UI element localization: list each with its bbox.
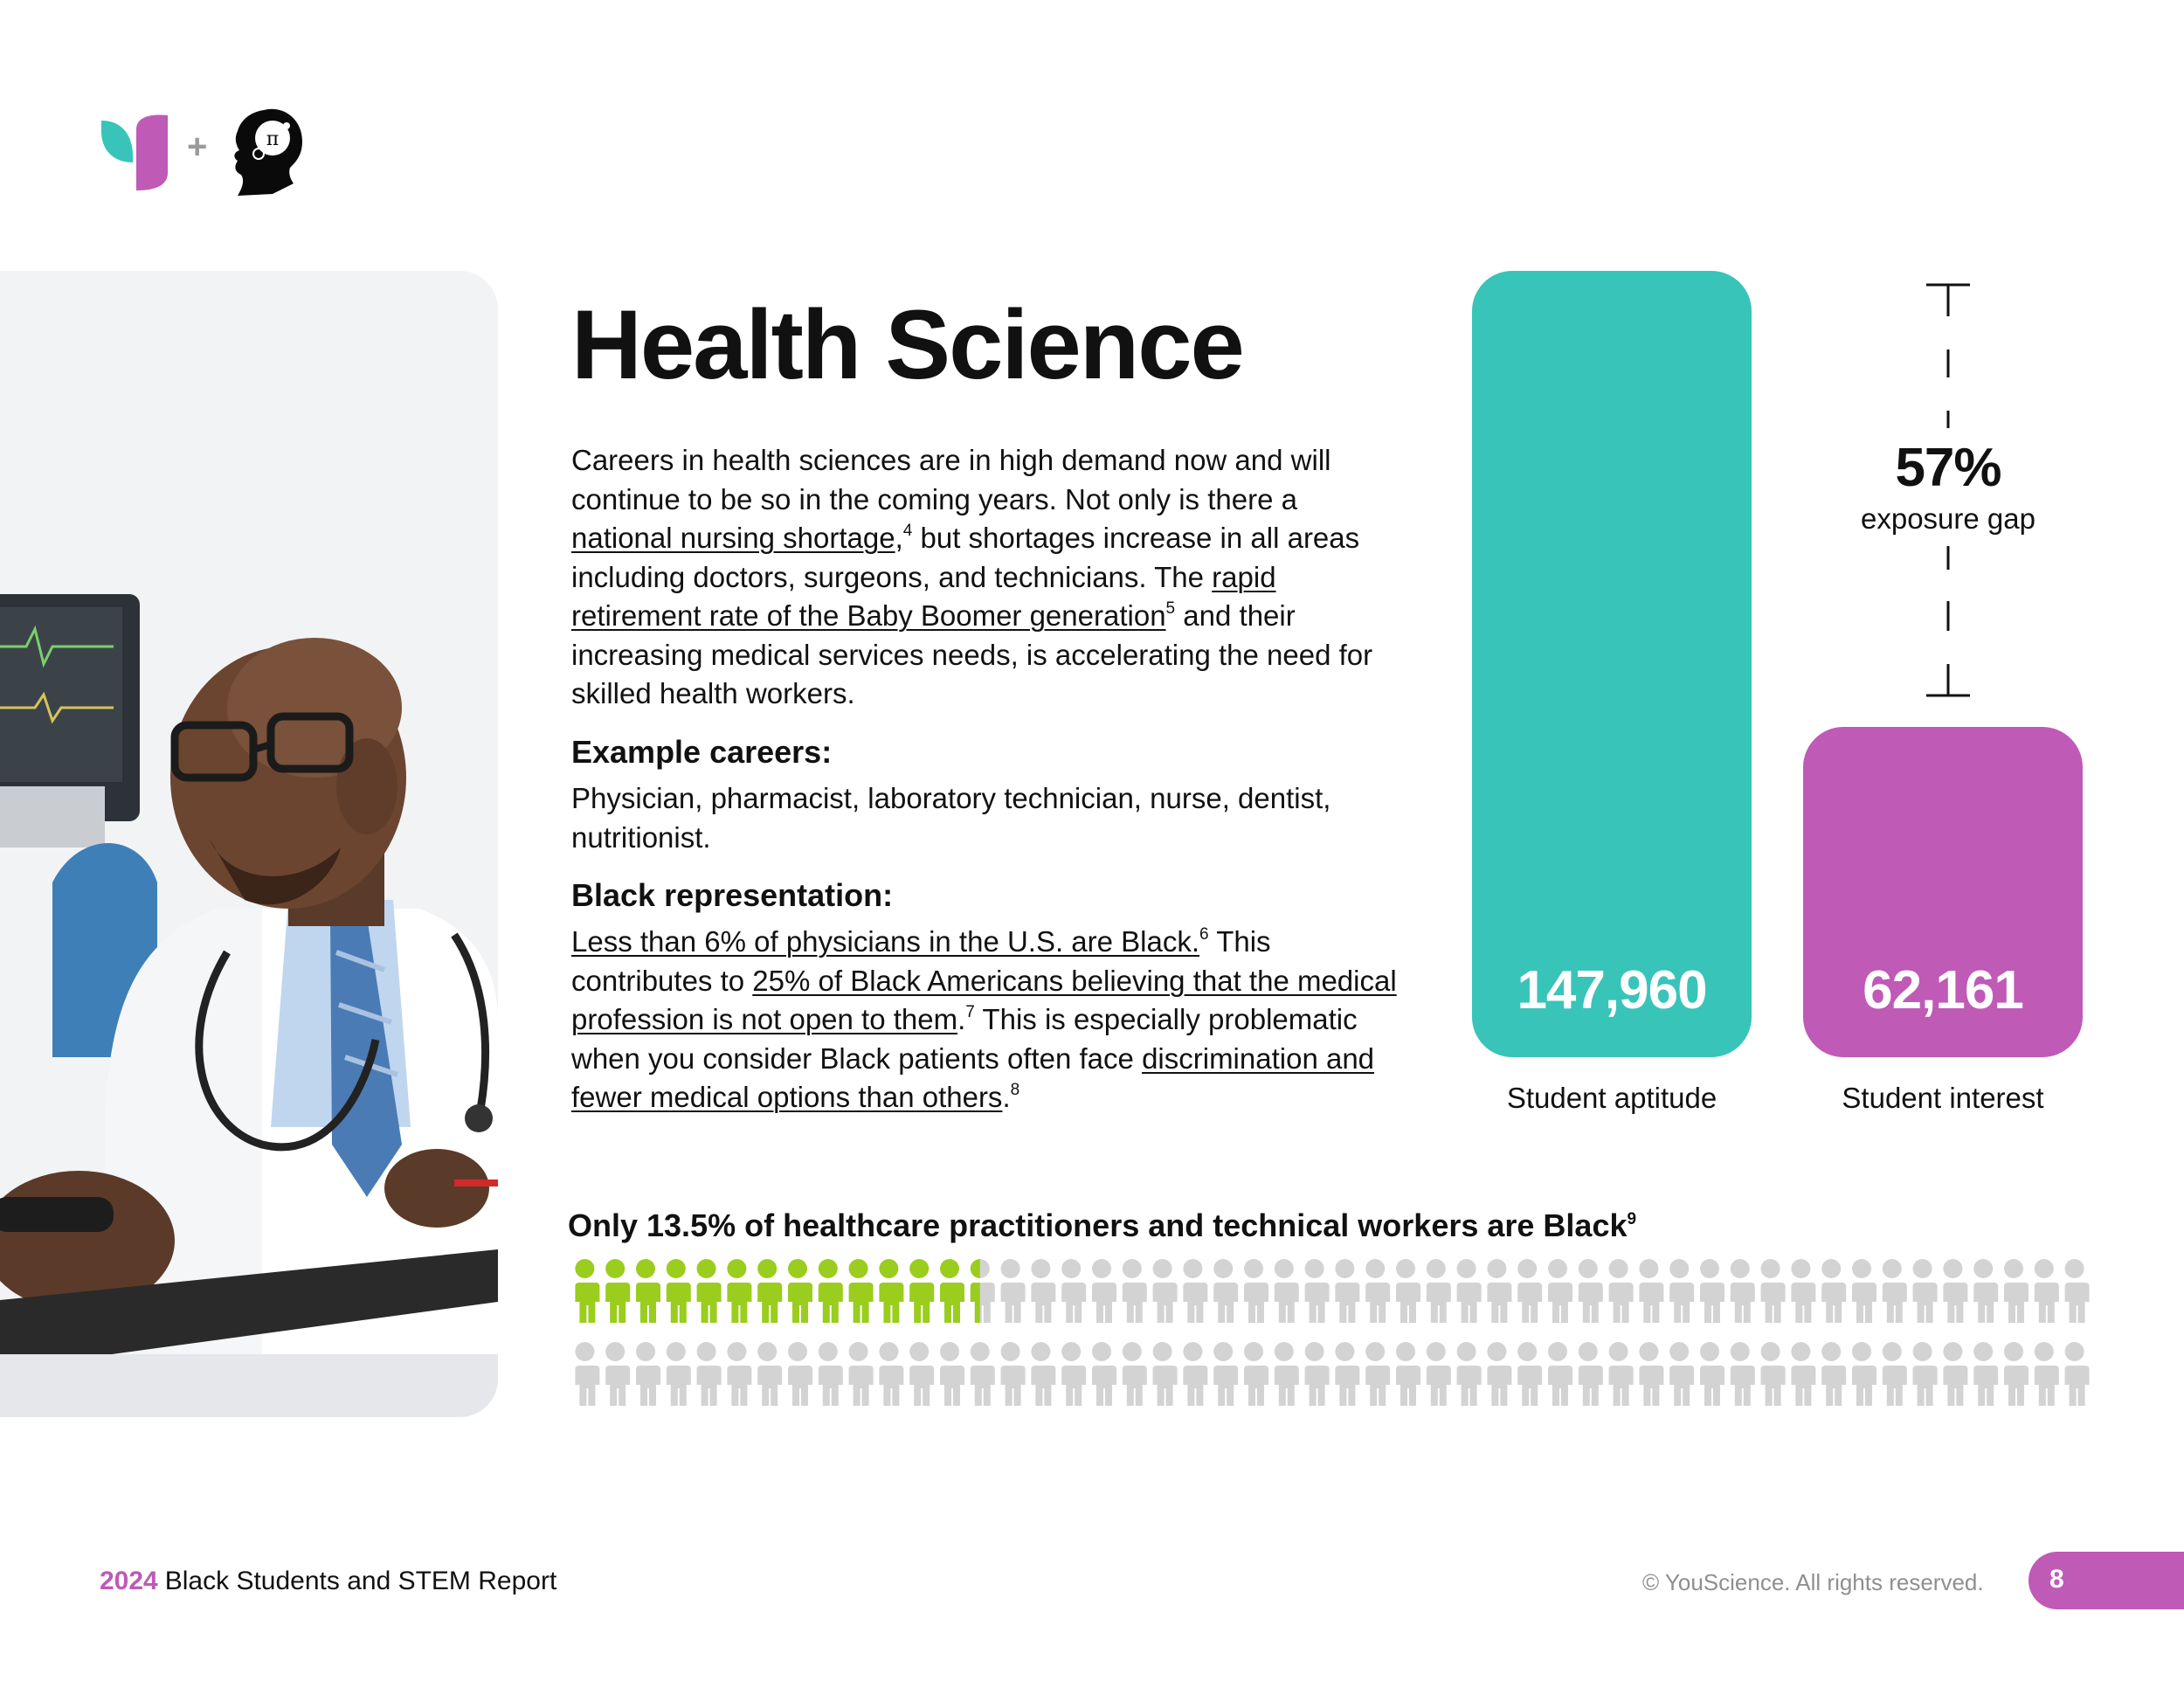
- rep-text-4: .: [1002, 1081, 1011, 1113]
- pictogram-title: [568, 1207, 1636, 1244]
- footnote-ref-9: 9: [1627, 1210, 1637, 1228]
- person-icon: [695, 1259, 722, 1323]
- person-icon: [2002, 1259, 2028, 1323]
- person-icon: [1820, 1342, 1846, 1406]
- person-icon: [573, 1259, 599, 1323]
- footnote-ref-7: 7: [965, 1003, 975, 1021]
- person-icon: [817, 1259, 843, 1323]
- rep-text-3: This is especially problematic when you consider Black patients often face: [571, 1003, 1358, 1075]
- person-icon: [999, 1342, 1026, 1406]
- bar-label-aptitude: Student aptitude: [1506, 1082, 1717, 1114]
- person-icon: [1577, 1342, 1603, 1406]
- logo-plus: +: [187, 128, 208, 166]
- person-icon: [1881, 1259, 1907, 1323]
- person-icon: [908, 1342, 934, 1406]
- example-careers-text: Physician, pharmacist, laboratory technician, nurse, dentist, nutritionist.: [571, 782, 1331, 854]
- person-icon: [1911, 1259, 1938, 1323]
- person-icon: [1394, 1259, 1420, 1323]
- person-icon: [1151, 1342, 1178, 1406]
- person-icon: [1516, 1342, 1542, 1406]
- person-icon: [1121, 1259, 1147, 1323]
- intro-text-2: ,: [895, 522, 903, 554]
- footer-report-name: Black Students and STEM Report: [164, 1567, 557, 1595]
- person-icon: [1759, 1342, 1786, 1406]
- person-icon: [1090, 1259, 1116, 1323]
- person-icon: [756, 1259, 782, 1323]
- link-medical-profession-not-open[interactable]: 25% of Black Americans believing that the medical profession is not open to them: [571, 964, 1397, 1035]
- person-icon: [1850, 1342, 1876, 1406]
- exposure-gap-value: 57%: [1895, 438, 2001, 498]
- person-icon: [1394, 1342, 1420, 1406]
- person-icon: [786, 1342, 812, 1406]
- person-icon: [1212, 1342, 1238, 1406]
- person-icon: [969, 1342, 995, 1406]
- link-physicians-black[interactable]: Less than 6% of physicians in the U.S. are Black.: [571, 925, 1200, 958]
- person-icon: [1455, 1342, 1482, 1406]
- person-icon: [1090, 1342, 1116, 1406]
- person-icon: [847, 1259, 874, 1323]
- bar-label-interest: Student interest: [1842, 1082, 2044, 1114]
- person-icon: [1972, 1259, 1998, 1323]
- person-icon: [999, 1259, 1026, 1323]
- person-icon: [817, 1342, 843, 1406]
- page-title: Health Science: [571, 290, 1243, 399]
- person-icon: [1303, 1342, 1330, 1406]
- person-icon: [1577, 1259, 1603, 1323]
- person-icon: [786, 1259, 812, 1323]
- youscience-leaf-logo-icon: [98, 112, 171, 192]
- person-icon: [2002, 1342, 2028, 1406]
- person-icon: [1516, 1259, 1542, 1323]
- person-icon: [1637, 1259, 1663, 1323]
- girl-head-stem-logo-icon: [229, 103, 308, 199]
- person-icon: [877, 1342, 903, 1406]
- person-icon: [1941, 1342, 1967, 1406]
- person-icon: [938, 1342, 964, 1406]
- page-number: 8: [2049, 1565, 2064, 1594]
- person-icon: [1698, 1259, 1724, 1323]
- person-icon: [1273, 1342, 1299, 1406]
- bar-student-aptitude: [1472, 271, 1752, 1057]
- person-icon: [665, 1259, 691, 1323]
- person-icon: [1546, 1259, 1572, 1323]
- svg-text:π: π: [266, 128, 280, 150]
- link-discrimination-fewer-options[interactable]: discrimination and fewer medical options than others: [571, 1041, 1375, 1113]
- person-icon: [725, 1342, 751, 1406]
- person-icon: [1273, 1259, 1299, 1323]
- person-icon: [1181, 1259, 1207, 1323]
- person-icon: [938, 1259, 964, 1323]
- bar-value-interest: 62,161: [1863, 960, 2023, 1020]
- person-icon: [665, 1342, 691, 1406]
- person-icon: [1729, 1259, 1755, 1323]
- person-icon: [847, 1342, 874, 1406]
- black-representation-heading: Black representation:: [571, 877, 894, 913]
- person-icon: [1668, 1342, 1694, 1406]
- intro-text-3: but shortages increase in all areas including doctors, surgeons, and technicians. The: [571, 522, 1360, 593]
- person-icon: [1485, 1342, 1511, 1406]
- person-icon: [1485, 1259, 1511, 1323]
- person-icon: [1729, 1342, 1755, 1406]
- person-icon: [1060, 1342, 1086, 1406]
- footnote-ref-4: 4: [902, 522, 913, 540]
- person-icon: [1850, 1259, 1876, 1323]
- person-icon: [1455, 1259, 1482, 1323]
- person-icon: [2063, 1259, 2090, 1323]
- person-icon: [1607, 1259, 1634, 1323]
- person-icon: [604, 1342, 630, 1406]
- person-icon: [1425, 1342, 1451, 1406]
- person-icon: [1212, 1259, 1238, 1323]
- person-icon: [1425, 1259, 1451, 1323]
- person-icon: [725, 1259, 751, 1323]
- link-national-nursing-shortage[interactable]: national nursing shortage: [571, 522, 895, 554]
- person-icon: [1333, 1342, 1359, 1406]
- footer-report-title: [100, 1567, 556, 1596]
- person-icon: [1972, 1342, 1998, 1406]
- person-icon: [1181, 1342, 1207, 1406]
- person-icon: [634, 1342, 660, 1406]
- person-icon: [2063, 1342, 2090, 1406]
- person-icon: [1333, 1259, 1359, 1323]
- person-icon: [1759, 1259, 1786, 1323]
- footnote-ref-6: 6: [1199, 925, 1209, 944]
- rep-text-1: This contributes to: [571, 925, 1271, 997]
- intro-paragraph: [571, 441, 1401, 714]
- footer-year: 2024: [100, 1567, 158, 1595]
- person-icon: [1364, 1342, 1390, 1406]
- example-careers-heading: Example careers:: [571, 734, 833, 770]
- person-icon: [573, 1342, 599, 1406]
- footnote-ref-5: 5: [1165, 599, 1176, 618]
- doctor-illustration: [0, 271, 498, 1417]
- footer-copyright: © YouScience. All rights reserved.: [1642, 1569, 1984, 1595]
- person-icon: [1029, 1259, 1055, 1323]
- person-icon: [1029, 1342, 1055, 1406]
- rep-text-2: .: [957, 1003, 966, 1035]
- person-icon: [756, 1342, 782, 1406]
- person-icon: [604, 1259, 630, 1323]
- intro-text-1: Careers in health sciences are in high demand now and will continue to be so in the coming years. Not only is there a: [571, 444, 1331, 515]
- person-icon: [1668, 1259, 1694, 1323]
- footnote-ref-8: 8: [1010, 1081, 1020, 1099]
- doctor-patient-photo: [0, 271, 498, 1417]
- person-icon: [1881, 1342, 1907, 1406]
- person-icon: [1820, 1259, 1846, 1323]
- person-icon: [1364, 1259, 1390, 1323]
- person-icon: [1941, 1259, 1967, 1323]
- person-icon: [1911, 1342, 1938, 1406]
- person-icon: [1789, 1259, 1815, 1323]
- person-icon: [1242, 1342, 1268, 1406]
- person-icon: [2033, 1342, 2059, 1406]
- person-icon: [908, 1259, 934, 1323]
- person-icon: [1789, 1342, 1815, 1406]
- person-icon: [1121, 1342, 1147, 1406]
- bar-value-aptitude: 147,960: [1517, 960, 1707, 1020]
- person-icon: [1242, 1259, 1268, 1323]
- person-icon: [695, 1342, 722, 1406]
- person-icon: [1060, 1259, 1086, 1323]
- link-baby-boomer-retirement[interactable]: rapid retirement rate of the Baby Boomer generation: [571, 560, 1276, 632]
- person-icon: [1303, 1259, 1330, 1323]
- person-icon: [1607, 1342, 1634, 1406]
- pictogram-title-text: Only 13.5% of healthcare practitioners and technical workers are Black: [568, 1207, 1628, 1243]
- person-icon: [877, 1259, 903, 1323]
- person-icon: [1546, 1342, 1572, 1406]
- intro-text-4: and their increasing medical services needs, is accelerating the need for skilled health workers.: [571, 599, 1373, 709]
- person-icon: [1151, 1259, 1178, 1323]
- person-icon: [1637, 1342, 1663, 1406]
- person-icon: [2033, 1259, 2059, 1323]
- people-pictogram: [570, 1258, 2090, 1424]
- person-icon: [1698, 1342, 1724, 1406]
- exposure-gap-label: exposure gap: [1861, 502, 2035, 535]
- person-icon: [634, 1259, 660, 1323]
- black-representation-paragraph: [571, 923, 1401, 1117]
